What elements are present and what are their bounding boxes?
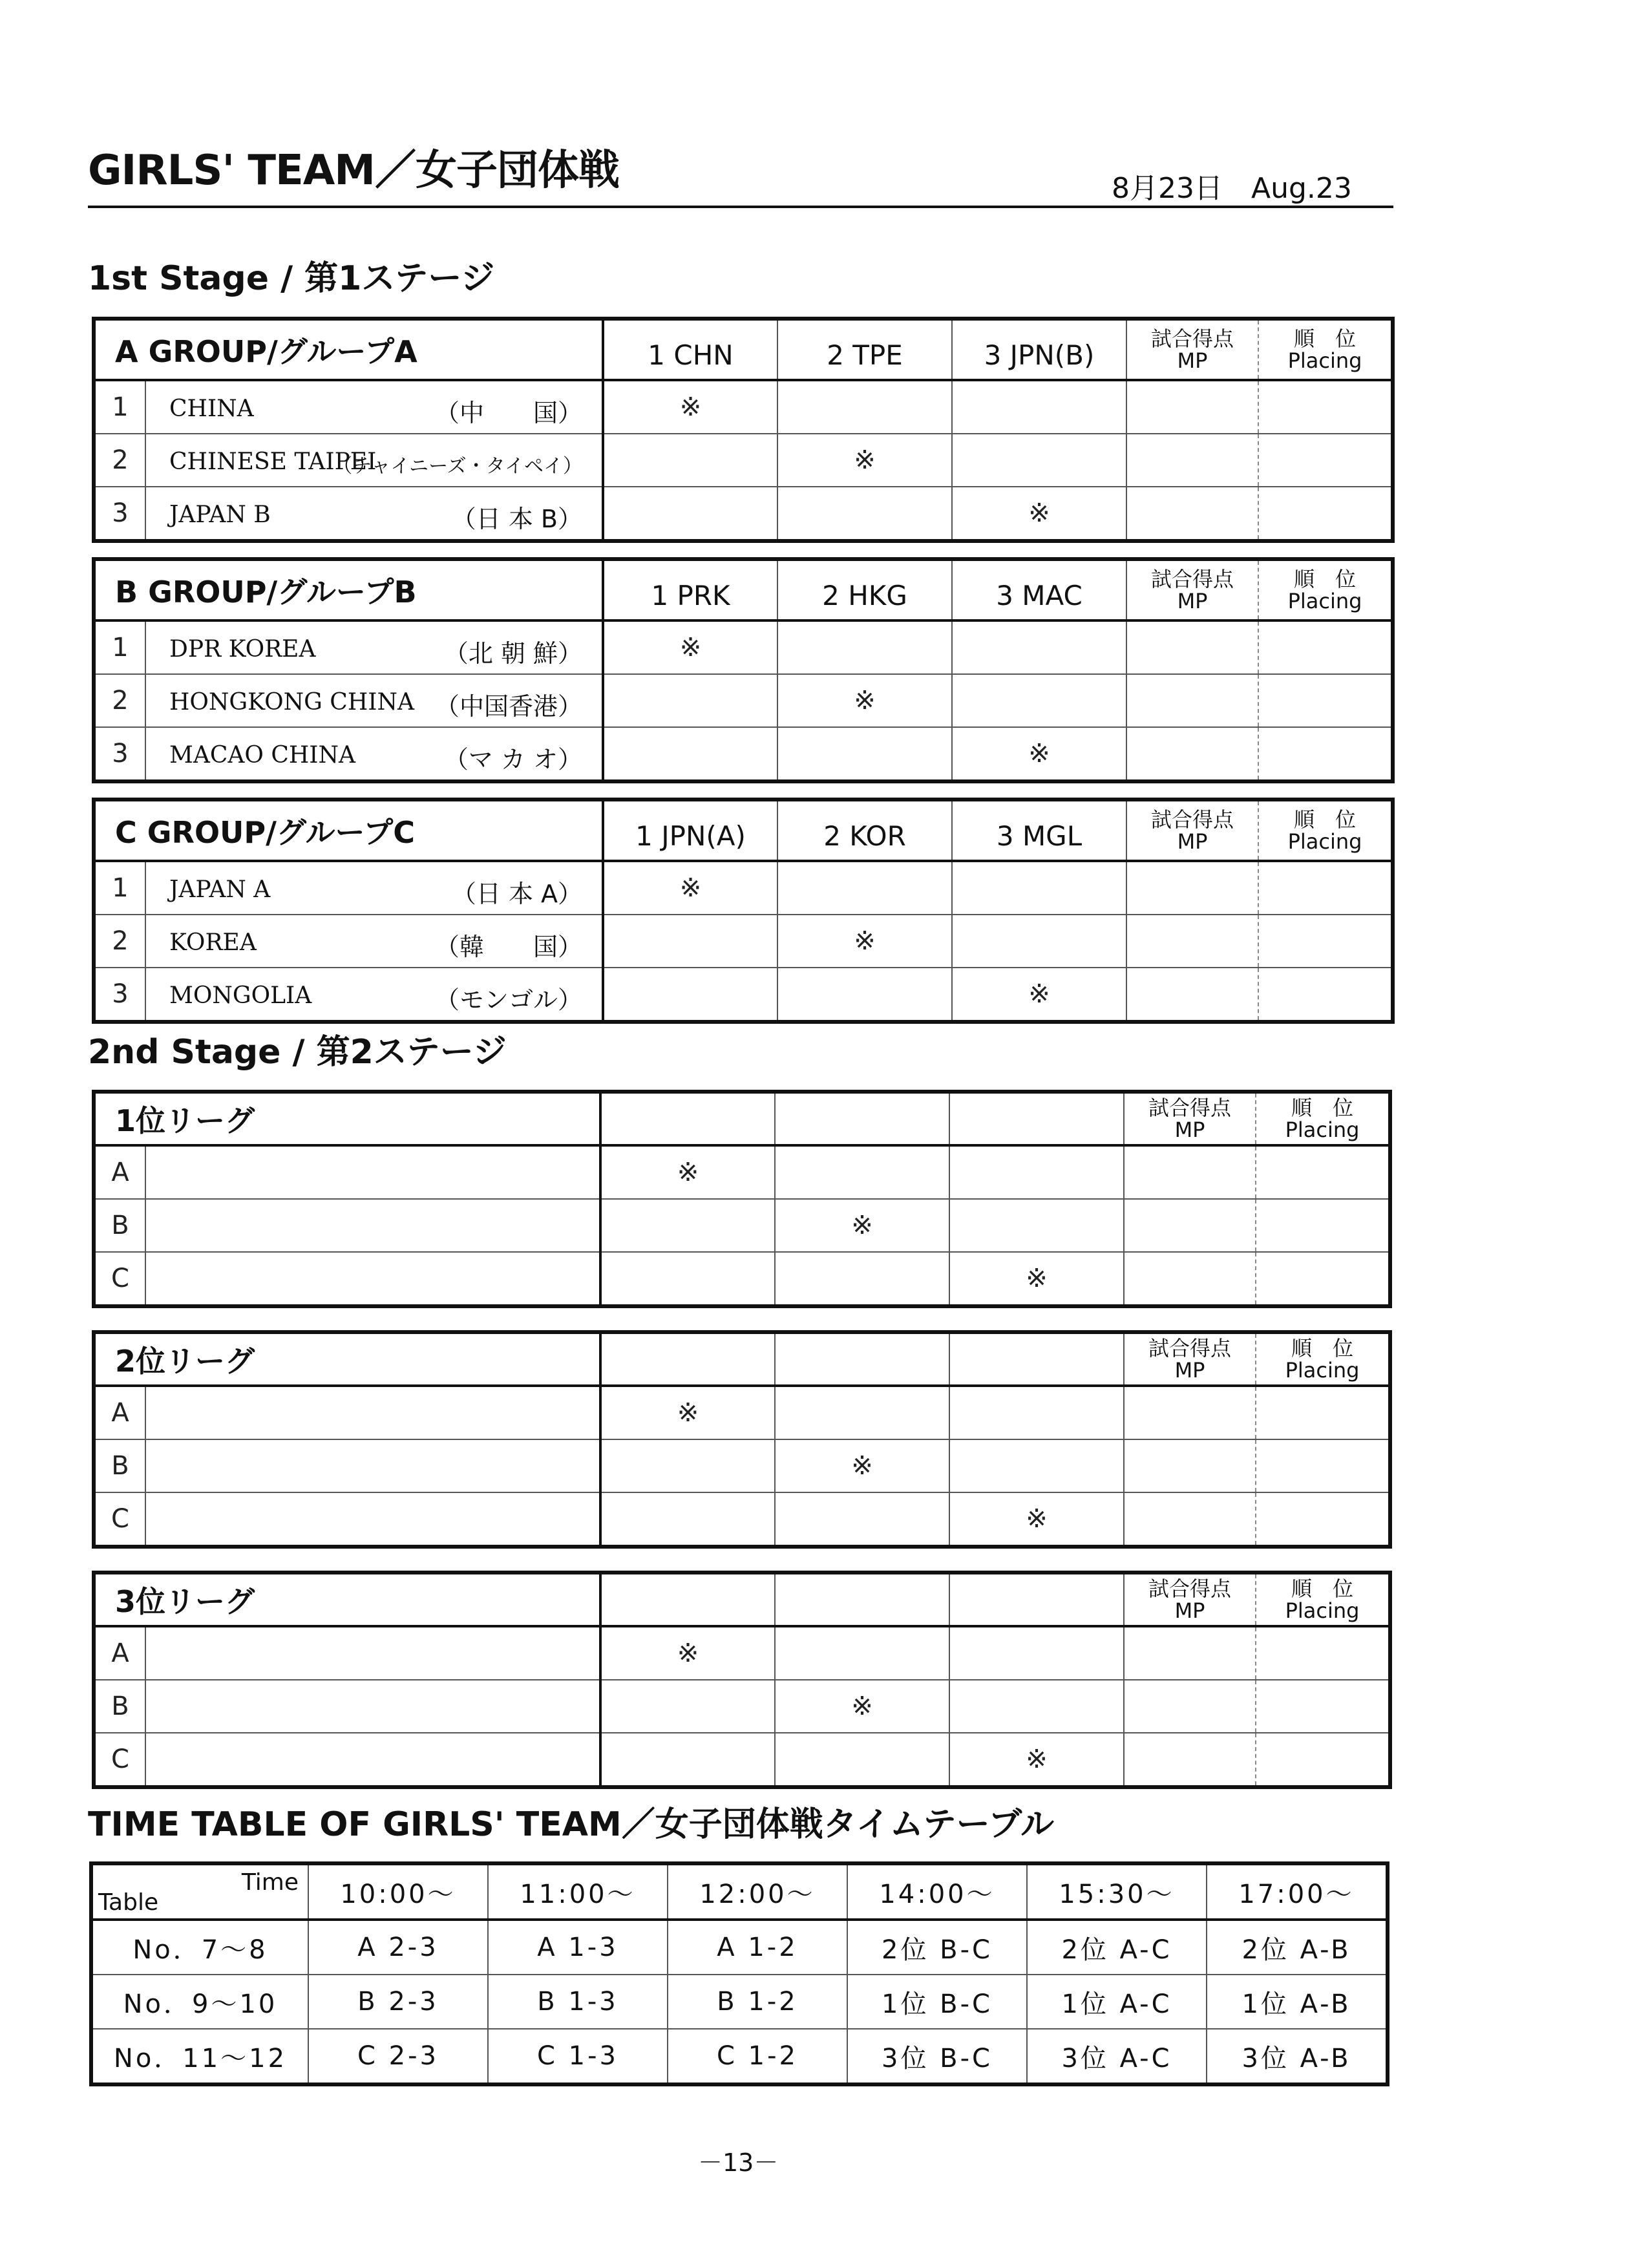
- table-row: A ※: [94, 1626, 1390, 1680]
- placing-header: 順 位 Placing: [1258, 319, 1393, 380]
- time-header: 17:00～: [1207, 1863, 1388, 1920]
- page-number: －13－: [698, 2148, 779, 2177]
- mp-header: 試合得点 MP: [1126, 319, 1258, 380]
- group-title: A GROUP/グループA: [94, 319, 603, 380]
- placing-header: 順 位 Placing: [1258, 800, 1393, 861]
- column-header: 2 HKG: [777, 559, 952, 620]
- self-match-mark: ※: [949, 1252, 1124, 1306]
- page-title: GIRLS' TEAM／女子団体戦: [88, 147, 619, 195]
- stage2-title: 2nd Stage / 第2ステージ: [88, 1033, 507, 1072]
- self-match-mark: ※: [600, 1386, 775, 1439]
- table-row: No．7～8 A 2-3 A 1-3 A 1-2 2位 B-C 2位 A-C 2位 A-B: [91, 1920, 1388, 1975]
- time-header: 14:00～: [847, 1863, 1027, 1920]
- table-row: 1 JAPAN A （日 本 A） ※: [94, 861, 1393, 915]
- mp-header: 試合得点 MP: [1126, 800, 1258, 861]
- self-match-mark: ※: [952, 968, 1126, 1022]
- self-match-mark: ※: [603, 861, 777, 915]
- team-name: DPR KOREA （北 朝 鮮）: [145, 620, 603, 674]
- group-title: C GROUP/グループC: [94, 800, 603, 861]
- table-label: No．7～8: [91, 1920, 308, 1975]
- self-match-mark: ※: [952, 487, 1126, 541]
- league-3-table: [92, 1571, 1392, 1789]
- placing-header: 順 位 Placing: [1256, 1092, 1390, 1145]
- team-name: HONGKONG CHINA （中国香港）: [145, 674, 603, 727]
- table-row: 2 CHINESE TAIPEI （チャイニーズ・タイペイ） ※: [94, 434, 1393, 487]
- team-name: CHINESE TAIPEI （チャイニーズ・タイペイ）: [145, 434, 603, 487]
- team-name: CHINA （中 国）: [145, 380, 603, 434]
- header-rule: [88, 206, 1393, 208]
- mp-header: 試合得点 MP: [1124, 1332, 1256, 1386]
- table-row: No．9～10 B 2-3 B 1-3 B 1-2 1位 B-C 1位 A-C 1位 A-B: [91, 1975, 1388, 2029]
- self-match-mark: ※: [600, 1626, 775, 1680]
- table-row: B ※: [94, 1199, 1390, 1252]
- timetable-title: TIME TABLE OF GIRLS' TEAM／女子団体戦タイムテーブル: [88, 1805, 1054, 1844]
- league-title: 3位リーグ: [94, 1573, 600, 1626]
- page-date: 8月23日 Aug.23: [1112, 172, 1352, 205]
- table-label: No．9～10: [91, 1975, 308, 2029]
- self-match-mark: ※: [949, 1733, 1124, 1787]
- team-name: JAPAN A （日 本 A）: [145, 861, 603, 915]
- table-row: C ※: [94, 1492, 1390, 1547]
- self-match-mark: ※: [949, 1492, 1124, 1547]
- team-name: MACAO CHINA （マ カ オ）: [145, 727, 603, 781]
- group-a-table: [92, 317, 1395, 543]
- table-row: 3 MONGOLIA （モンゴル） ※: [94, 968, 1393, 1022]
- table-row: C ※: [94, 1733, 1390, 1787]
- table-row: 3 JAPAN B （日 本 B） ※: [94, 487, 1393, 541]
- column-header: 2 TPE: [777, 319, 952, 380]
- time-header: 15:30～: [1027, 1863, 1207, 1920]
- column-header: 2 KOR: [777, 800, 952, 861]
- group-b-table: [92, 557, 1395, 783]
- self-match-mark: ※: [603, 620, 777, 674]
- mp-header: 試合得点 MP: [1126, 559, 1258, 620]
- self-match-mark: ※: [775, 1439, 949, 1492]
- column-header: 1 JPN(A): [603, 800, 777, 861]
- self-match-mark: ※: [777, 434, 952, 487]
- stage1-title: 1st Stage / 第1ステージ: [88, 259, 495, 298]
- column-header: 3 JPN(B): [952, 319, 1126, 380]
- table-row: A ※: [94, 1386, 1390, 1439]
- table-row: A ※: [94, 1145, 1390, 1199]
- team-name: KOREA （韓 国）: [145, 915, 603, 968]
- time-header: 10:00～: [308, 1863, 488, 1920]
- table-row: B ※: [94, 1680, 1390, 1733]
- self-match-mark: ※: [603, 380, 777, 434]
- group-c-table: [92, 798, 1395, 1024]
- self-match-mark: ※: [777, 674, 952, 727]
- timetable-corner: Time Table: [91, 1863, 308, 1920]
- time-header: 12:00～: [668, 1863, 847, 1920]
- league-1-table: [92, 1090, 1392, 1308]
- league-2-table: [92, 1330, 1392, 1549]
- table-row: 1 DPR KOREA （北 朝 鮮） ※: [94, 620, 1393, 674]
- time-header: 11:00～: [488, 1863, 668, 1920]
- column-header: 3 MGL: [952, 800, 1126, 861]
- league-title: 2位リーグ: [94, 1332, 600, 1386]
- table-row: No．11～12 C 2-3 C 1-3 C 1-2 3位 B-C 3位 A-C 3位 A-B: [91, 2029, 1388, 2084]
- placing-header: 順 位 Placing: [1258, 559, 1393, 620]
- column-header: 3 MAC: [952, 559, 1126, 620]
- table-label: No．11～12: [91, 2029, 308, 2084]
- self-match-mark: ※: [775, 1199, 949, 1252]
- table-row: 2 KOREA （韓 国） ※: [94, 915, 1393, 968]
- team-name: MONGOLIA （モンゴル）: [145, 968, 603, 1022]
- placing-header: 順 位 Placing: [1256, 1332, 1390, 1386]
- table-row: 2 HONGKONG CHINA （中国香港） ※: [94, 674, 1393, 727]
- mp-header: 試合得点 MP: [1124, 1573, 1256, 1626]
- self-match-mark: ※: [600, 1145, 775, 1199]
- table-row: 3 MACAO CHINA （マ カ オ） ※: [94, 727, 1393, 781]
- table-row: 1 CHINA （中 国） ※: [94, 380, 1393, 434]
- self-match-mark: ※: [952, 727, 1126, 781]
- table-row: B ※: [94, 1439, 1390, 1492]
- league-title: 1位リーグ: [94, 1092, 600, 1145]
- column-header: 1 CHN: [603, 319, 777, 380]
- timetable: [89, 1861, 1389, 2086]
- placing-header: 順 位 Placing: [1256, 1573, 1390, 1626]
- table-row: C ※: [94, 1252, 1390, 1306]
- column-header: 1 PRK: [603, 559, 777, 620]
- self-match-mark: ※: [775, 1680, 949, 1733]
- mp-header: 試合得点 MP: [1124, 1092, 1256, 1145]
- self-match-mark: ※: [777, 915, 952, 968]
- team-name: JAPAN B （日 本 B）: [145, 487, 603, 541]
- group-title: B GROUP/グループB: [94, 559, 603, 620]
